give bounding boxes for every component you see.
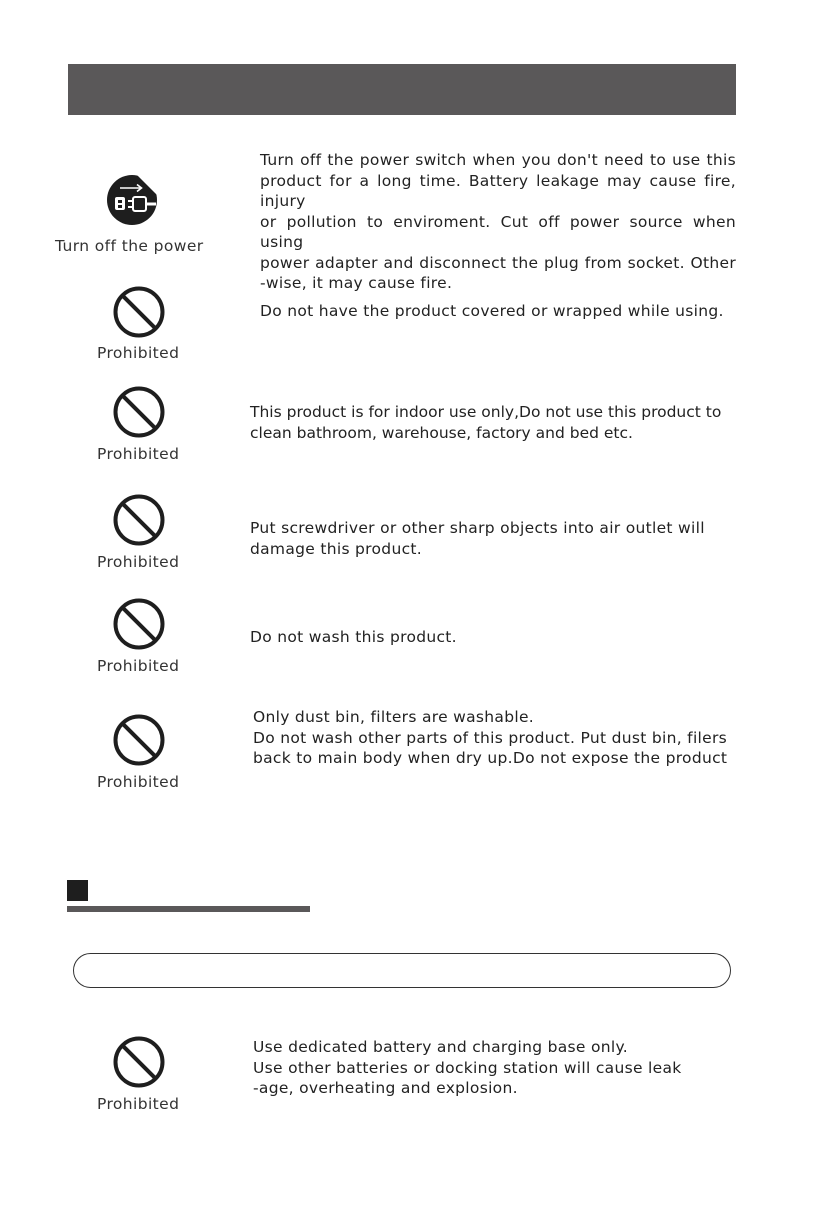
prohibited-icon [112,1035,166,1089]
power-line-5: -wise, it may cause fire. [260,274,453,292]
header-bar [68,64,736,115]
warning-text-covered [260,301,740,322]
warning-line: Do not have the product covered or wrapped while using. [260,302,724,320]
warning-line: Put screwdriver or other sharp objects into air outlet will [250,519,705,537]
warning-line: damage this product. [250,539,422,558]
section-underline [67,906,310,912]
rounded-title-box [73,953,731,988]
prohibited-label: Prohibited [97,445,180,463]
prohibited-label: Prohibited [97,553,180,571]
prohibited-icon [112,713,166,767]
power-warning-text [260,150,736,294]
warning-text-sharp-objects [250,518,736,559]
warning-line: Only dust bin, filters are washable. [253,708,535,726]
battery-warning-text [253,1037,733,1099]
unplug-power-icon [106,174,158,226]
power-line-4: power adapter and disconnect the plug from socket. Other [260,253,736,272]
warning-text-washable [253,707,739,769]
warning-line: clean bathroom, warehouse, factory and bed etc. [250,423,633,442]
warning-text-wash [250,627,736,648]
prohibited-label: Prohibited [97,1095,180,1113]
prohibited-icon [112,493,166,547]
battery-line: -age, overheating and explosion. [253,1079,518,1097]
section-marker [67,880,88,901]
warning-line: Do not wash other parts of this product. Put dust bin, filers [253,728,728,747]
prohibited-label: Prohibited [97,773,180,791]
prohibited-icon [112,385,166,439]
prohibited-label: Prohibited [97,657,180,675]
warning-line: This product is for indoor use only,Do not use this product to [250,403,722,421]
prohibited-icon [112,597,166,651]
warning-text-indoor [250,402,736,443]
prohibited-label: Prohibited [97,344,180,362]
power-line-2: product for a long time. Battery leakage may cause fire, injury [260,171,736,210]
power-line-3: or pollution to enviroment. Cut off power source when using [260,212,736,251]
power-label: Turn off the power [55,237,204,255]
power-line-1: Turn off the power switch when you don't need to use this [260,151,736,169]
prohibited-icon [112,285,166,339]
warning-line: Do not wash this product. [250,628,457,646]
battery-line: Use other batteries or docking station will cause leak [253,1058,682,1077]
warning-line: back to main body when dry up.Do not expose the product [253,749,728,767]
battery-line: Use dedicated battery and charging base only. [253,1038,628,1056]
